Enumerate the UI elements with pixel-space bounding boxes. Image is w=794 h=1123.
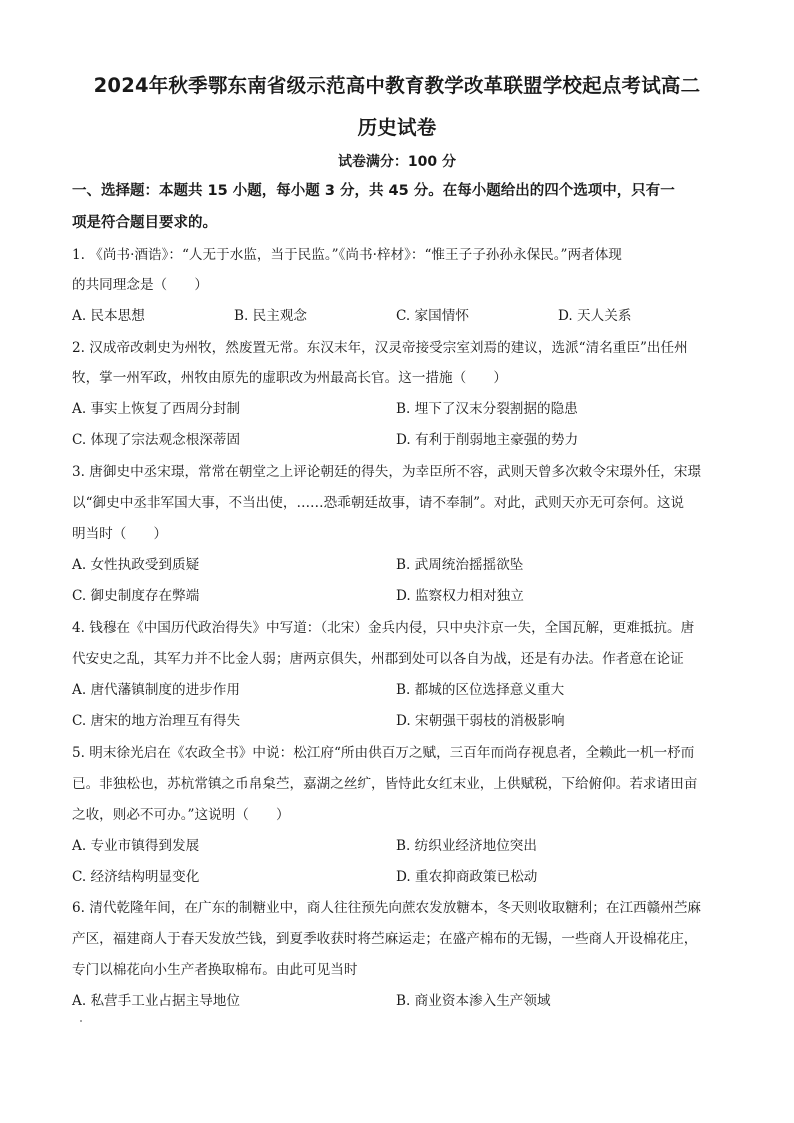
question-stem-line: 4. 钱穆在《中国历代政治得失》中写道：（北宋）金兵内侵，只中央汴京一失，全国瓦解，更难抵抗。唐	[72, 620, 695, 636]
option-b: B. 民主观念	[234, 308, 308, 324]
scan-speck	[80, 1020, 82, 1022]
question-stem-line: 牧，掌一州军政，州牧由原先的虚职改为州最高长官。这一措施（ ）	[72, 370, 507, 386]
question-stem-line: 的共同理念是（ ）	[72, 277, 208, 293]
option-d: D. 宋朝强干弱枝的消极影响	[396, 713, 565, 729]
option-a: A. 女性执政受到质疑	[72, 557, 200, 573]
exam-title-line2: 历史试卷	[357, 116, 437, 139]
question-stem-line: 3. 唐御史中丞宋璟，常常在朝堂之上评论朝廷的得失，为幸臣所不容，武则天曾多次敕令宋璟外任，宋璟	[72, 464, 702, 480]
section-instruction-line2: 项是符合题目要求的。	[72, 215, 217, 231]
option-a: A. 事实上恢复了西周分封制	[72, 401, 240, 417]
option-b: B. 武周统治摇摇欲坠	[396, 557, 524, 573]
question-stem-line: 1. 《尚书·酒诰》：“人无于水监，当于民监。”《尚书·梓材》：“惟王子子孙孙永保民。”两者体现	[72, 247, 622, 263]
option-c: C. 经济结构明显变化	[72, 869, 200, 885]
question-stem-line: 明当时（ ）	[72, 526, 168, 542]
option-c: C. 御史制度存在弊端	[72, 588, 200, 604]
option-b: B. 埋下了汉末分裂割据的隐患	[396, 401, 578, 417]
option-d: D. 有利于削弱地主豪强的势力	[396, 432, 579, 448]
question-stem-line: 代安史之乱，其军力并不比金人弱；唐两京俱失，州郡到处可以各自为战，还是有办法。作者意在论证	[72, 651, 684, 667]
question-stem-line: 之收，则必不可办。”这说明（ ）	[72, 807, 290, 823]
option-c: C. 家国情怀	[396, 308, 469, 324]
question-stem-line: 已。非独松也，苏杭常镇之币帛枲苎，嘉湖之丝纩，皆恃此女红末业，上供赋税，下给俯仰。若求诸田亩	[72, 776, 698, 792]
option-c: C. 唐宋的地方治理互有得失	[72, 713, 241, 729]
option-a: A. 唐代藩镇制度的进步作用	[72, 682, 240, 698]
option-a: A. 专业市镇得到发展	[72, 838, 200, 854]
option-d: D. 天人关系	[558, 308, 632, 324]
option-b: B. 商业资本渗入生产领域	[396, 993, 551, 1009]
question-stem-line: 以“御史中丞非军国大事，不当出使，……恐乖朝廷故事，请不奉制”。对此，武则天亦无可奈何。这说	[72, 495, 685, 511]
option-a: A. 民本思想	[72, 308, 145, 324]
option-c: C. 体现了宗法观念根深蒂固	[72, 432, 241, 448]
option-d: D. 监察权力相对独立	[396, 588, 524, 604]
option-b: B. 都城的区位选择意义重大	[396, 682, 565, 698]
exam-full-score: 试卷满分：100 分	[337, 154, 457, 170]
section-instruction-line1: 一、选择题：本题共 15 小题，每小题 3 分，共 45 分。在每小题给出的四个选项中，只有一	[72, 183, 675, 199]
exam-title-line1: 2024年秋季鄂东南省级示范高中教育教学改革联盟学校起点考试高二	[93, 74, 701, 97]
question-stem-line: 6. 清代乾隆年间，在广东的制糖业中，商人往往预先向蔗农发放糖本，冬天则收取糖利；在江西赣州苎麻	[72, 900, 702, 916]
question-stem-line: 2. 汉成帝改刺史为州牧，然废置无常。东汉末年，汉灵帝接受宗室刘焉的建议，选派“清名重臣”出任州	[72, 340, 688, 356]
question-stem-line: 专门以棉花向小生产者换取棉布。由此可见当时	[72, 962, 358, 978]
option-a: A. 私营手工业占据主导地位	[72, 993, 240, 1009]
question-stem-line: 产区，福建商人于春天发放苎钱，到夏季收获时将苎麻运走；在盛产棉布的无锡，一些商人开设棉花庄，	[72, 931, 698, 947]
option-d: D. 重农抑商政策已松动	[396, 869, 538, 885]
option-b: B. 纺织业经济地位突出	[396, 838, 537, 854]
question-stem-line: 5. 明末徐光启在《农政全书》中说：松江府“所由供百万之赋，三百年而尚存视息者，全赖此一机一杼而	[72, 745, 695, 761]
